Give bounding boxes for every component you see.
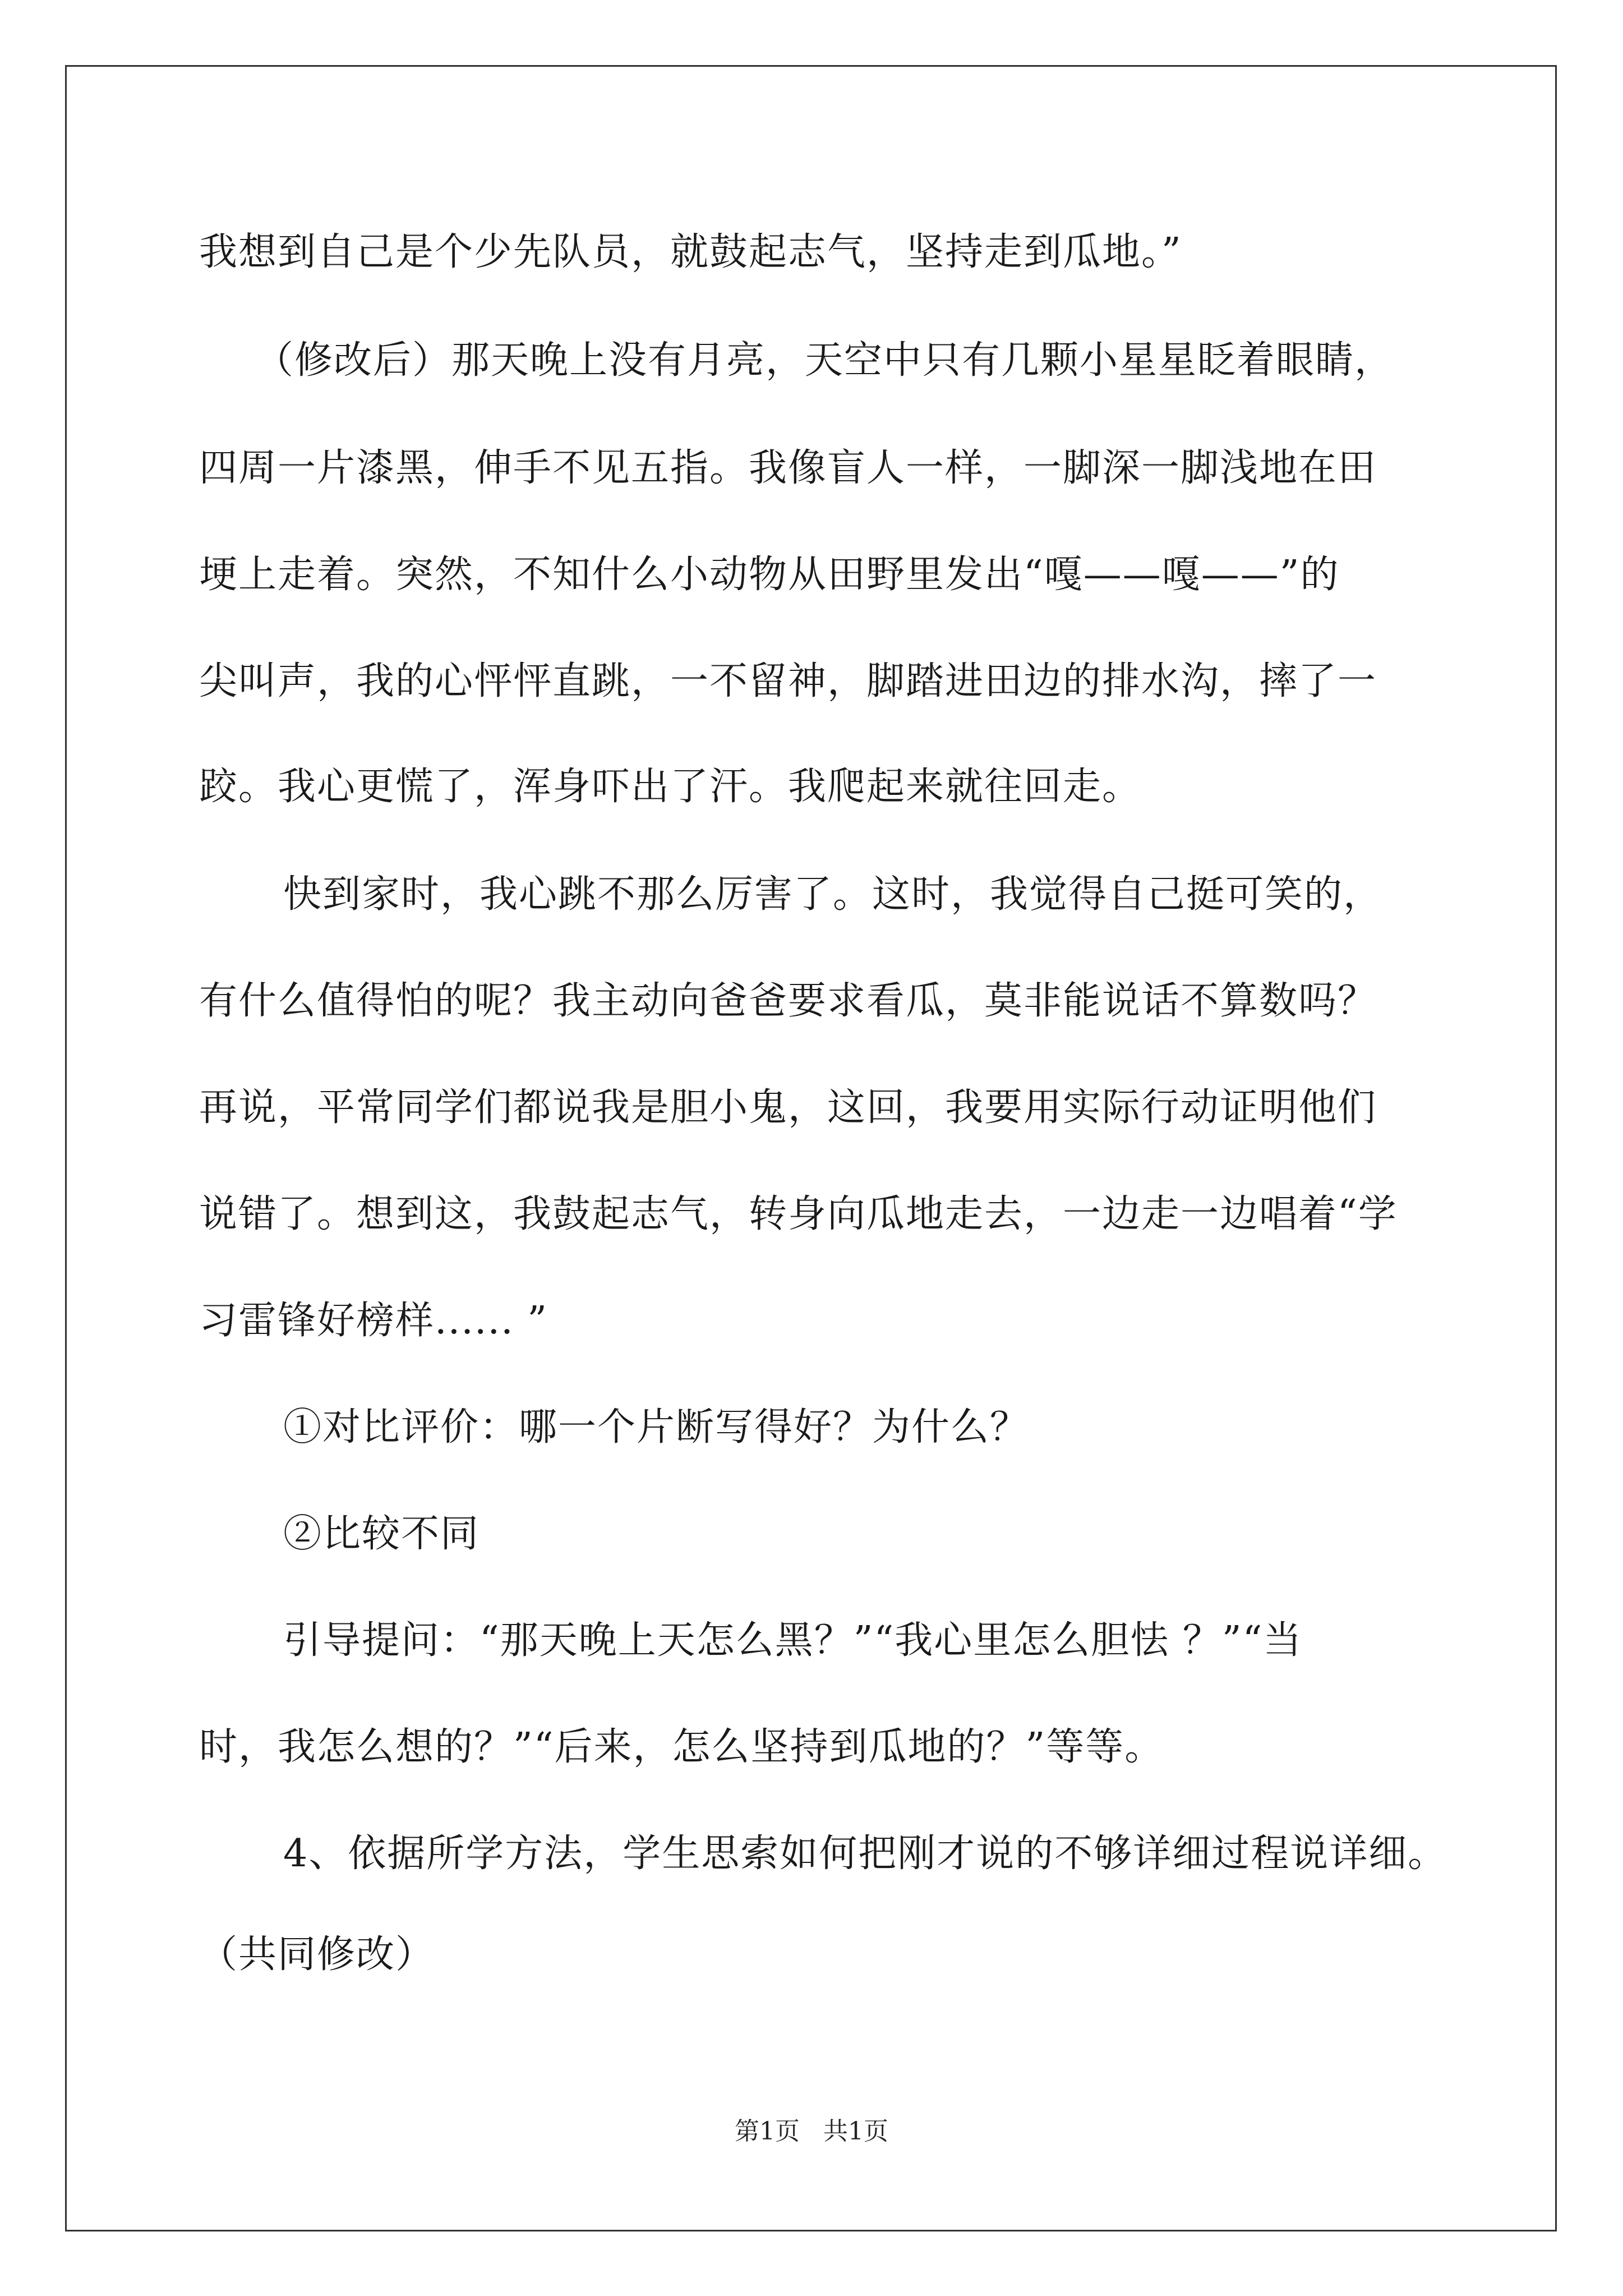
text-line: （修改后）那天晚上没有月亮，天空中只有几颗小星星眨着眼睛， (255, 338, 1394, 383)
text-line: 引导提问：“那天晚上天怎么黑？”“我心里怎么胆怯 ？”“当 (283, 1618, 1303, 1663)
page-footer (0, 2115, 1623, 2148)
text-line: 我想到自己是个少先队员，就鼓起志气，坚持走到瓜地。” (199, 230, 1182, 274)
text-line: 4、依据所学方法，学生思索如何把刚才说的不够详细过程说详细。 (283, 1832, 1447, 1876)
page-frame (65, 65, 1557, 2231)
text-line: ①对比评价：哪一个片断写得好？为什么？ (283, 1405, 1030, 1450)
text-line: 再说，平常同学们都说我是胆小鬼，这回，我要用实际行动证明他们 (199, 1085, 1377, 1130)
text-line: 时，我怎么想的？”“后来，怎么坚持到瓜地的？”等等。 (199, 1725, 1164, 1769)
page-total: 共1页 (823, 2117, 888, 2146)
page-number: 第1页 (735, 2117, 800, 2146)
text-line: （共同修改） (199, 1932, 435, 1977)
text-line: 快到家时，我心跳不那么厉害了。这时，我觉得自己挺可笑的， (283, 872, 1383, 917)
text-line: ②比较不同 (283, 1512, 480, 1556)
text-line: 跤。我心更慌了，浑身吓出了汗。我爬起来就往回走。 (199, 765, 1142, 809)
text-line: 有什么值得怕的呢？我主动向爸爸要求看瓜，莫非能说话不算数吗？ (199, 979, 1377, 1023)
text-line: 尖叫声，我的心怦怦直跳，一不留神，脚踏进田边的排水沟，摔了一 (199, 659, 1377, 703)
text-line: 说错了。想到这，我鼓起志气，转身向瓜地走去，一边走一边唱着“学 (199, 1192, 1398, 1236)
text-line: 埂上走着。突然，不知什么小动物从田野里发出“嘎——嘎——”的 (199, 553, 1340, 597)
text-line: 习雷锋好榜样...... ” (199, 1299, 548, 1343)
text-line: 四周一片漆黑，伸手不见五指。我像盲人一样，一脚深一脚浅地在田 (199, 446, 1377, 490)
